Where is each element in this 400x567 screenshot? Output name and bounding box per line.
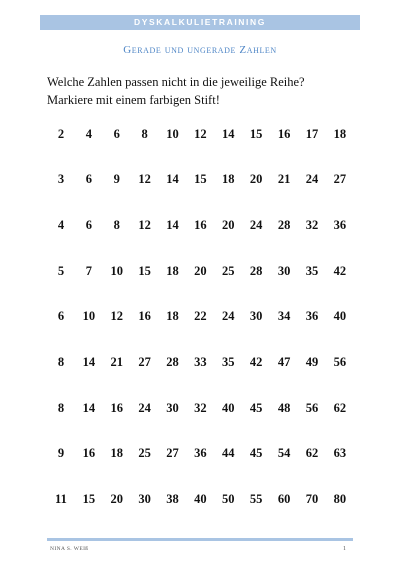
number-row <box>47 445 354 463</box>
number-cell[interactable]: 10 <box>110 263 123 278</box>
number-row <box>47 171 354 189</box>
number-cell[interactable]: 17 <box>305 126 319 141</box>
number-cell[interactable]: 56 <box>305 400 319 415</box>
number-cell[interactable]: 44 <box>222 446 235 461</box>
number-cell[interactable]: 25 <box>138 446 151 461</box>
number-cell[interactable]: 38 <box>166 492 179 506</box>
number-cell[interactable]: 36 <box>305 309 319 324</box>
number-cell[interactable]: 4 <box>57 217 65 232</box>
number-cell[interactable]: 6 <box>57 309 65 324</box>
number-cell[interactable]: 14 <box>82 400 96 415</box>
number-row <box>47 491 354 509</box>
number-cell[interactable]: 36 <box>194 446 207 461</box>
number-cell[interactable]: 21 <box>277 172 291 187</box>
number-cell[interactable]: 14 <box>166 172 179 187</box>
number-cell[interactable]: 6 <box>113 126 120 141</box>
number-cell[interactable]: 12 <box>138 172 151 187</box>
number-cell[interactable]: 40 <box>222 400 235 415</box>
number-cell[interactable]: 20 <box>249 172 263 187</box>
number-row <box>47 125 354 143</box>
number-cell[interactable]: 30 <box>277 263 291 278</box>
number-cell[interactable]: 28 <box>249 263 263 278</box>
number-cell[interactable]: 55 <box>249 492 263 506</box>
number-cell[interactable]: 12 <box>138 217 151 232</box>
number-cell[interactable]: 8 <box>57 400 65 415</box>
number-cell[interactable]: 35 <box>222 354 235 369</box>
number-cell[interactable]: 30 <box>138 492 151 506</box>
number-cell[interactable]: 16 <box>194 217 207 232</box>
number-cell[interactable]: 47 <box>277 354 291 369</box>
number-cell[interactable]: 48 <box>277 400 291 415</box>
header-banner: DYSKALKULIETRAINING <box>40 15 360 30</box>
number-cell[interactable]: 32 <box>305 217 319 232</box>
page-subtitle: Gerade und ungerade Zahlen <box>123 44 277 56</box>
number-cell[interactable]: 54 <box>277 446 291 461</box>
number-cell[interactable]: 20 <box>110 492 123 506</box>
number-cell[interactable]: 18 <box>110 446 123 461</box>
number-cell[interactable]: 15 <box>82 492 96 506</box>
number-cell[interactable]: 2 <box>57 126 65 141</box>
number-cell[interactable]: 34 <box>277 309 291 324</box>
number-cell[interactable]: 18 <box>333 126 347 141</box>
number-cell[interactable]: 45 <box>249 400 263 415</box>
number-cell[interactable]: 16 <box>110 400 123 415</box>
number-cell[interactable]: 21 <box>110 354 123 369</box>
number-cell[interactable]: 15 <box>138 263 151 278</box>
number-row <box>47 308 354 326</box>
number-cell[interactable]: 33 <box>194 354 207 369</box>
number-grid <box>47 125 354 536</box>
number-cell[interactable]: 40 <box>194 492 207 506</box>
number-cell[interactable]: 20 <box>194 263 207 278</box>
number-cell[interactable]: 11 <box>55 492 67 506</box>
number-cell[interactable]: 18 <box>166 263 179 278</box>
instructions <box>47 73 367 109</box>
number-cell[interactable]: 15 <box>249 126 263 141</box>
number-cell[interactable]: 24 <box>138 400 151 415</box>
number-cell[interactable]: 28 <box>166 354 179 369</box>
number-cell[interactable]: 50 <box>222 492 235 506</box>
number-cell[interactable]: 18 <box>166 309 179 324</box>
number-cell[interactable]: 27 <box>333 172 347 187</box>
number-cell[interactable]: 9 <box>113 172 120 187</box>
number-cell[interactable]: 24 <box>222 309 235 324</box>
instruction-line-1: Welche Zahlen passen nicht in die jeweilige Reihe? <box>47 75 305 89</box>
number-cell[interactable]: 27 <box>138 354 151 369</box>
number-cell[interactable]: 10 <box>166 126 179 141</box>
number-cell[interactable]: 10 <box>82 309 96 324</box>
number-cell[interactable]: 7 <box>85 263 92 278</box>
number-cell[interactable]: 16 <box>277 126 291 141</box>
number-cell[interactable]: 14 <box>222 126 235 141</box>
number-cell[interactable]: 24 <box>249 217 263 232</box>
number-row <box>47 262 354 280</box>
number-cell[interactable]: 15 <box>194 172 207 187</box>
number-cell[interactable]: 9 <box>57 446 65 461</box>
number-cell[interactable]: 6 <box>85 172 92 187</box>
number-cell[interactable]: 6 <box>85 217 92 232</box>
number-cell[interactable]: 5 <box>57 263 65 278</box>
footer-divider <box>47 538 353 541</box>
number-cell[interactable]: 42 <box>249 354 263 369</box>
number-cell[interactable]: 22 <box>194 309 207 324</box>
number-cell[interactable]: 62 <box>305 446 319 461</box>
footer-author: NINA S. WEIß <box>50 546 89 552</box>
number-cell[interactable]: 36 <box>333 217 347 232</box>
number-cell[interactable]: 42 <box>333 263 347 278</box>
page-number: 1 <box>343 546 346 552</box>
number-cell[interactable]: 4 <box>85 126 92 141</box>
number-cell[interactable]: 8 <box>113 217 120 232</box>
number-cell[interactable]: 8 <box>141 126 148 141</box>
number-cell[interactable]: 60 <box>277 492 291 506</box>
number-cell[interactable]: 12 <box>194 126 207 141</box>
number-cell[interactable]: 27 <box>166 446 179 461</box>
instruction-line-2: Markiere mit einem farbigen Stift! <box>47 93 220 107</box>
number-row <box>47 216 354 234</box>
number-cell[interactable]: 40 <box>333 309 347 324</box>
number-cell[interactable]: 70 <box>305 492 319 506</box>
number-cell[interactable]: 14 <box>166 217 179 232</box>
number-cell[interactable]: 56 <box>333 354 347 369</box>
number-cell[interactable]: 8 <box>57 354 65 369</box>
number-cell[interactable]: 62 <box>333 400 347 415</box>
number-cell[interactable]: 30 <box>249 309 263 324</box>
number-cell[interactable]: 45 <box>249 446 263 461</box>
number-cell[interactable]: 16 <box>82 446 96 461</box>
number-cell[interactable]: 12 <box>110 309 123 324</box>
number-cell[interactable]: 32 <box>194 400 207 415</box>
number-cell[interactable]: 35 <box>305 263 319 278</box>
number-cell[interactable]: 63 <box>333 446 347 461</box>
number-cell[interactable]: 14 <box>82 354 96 369</box>
number-cell[interactable]: 24 <box>305 172 319 187</box>
number-cell[interactable]: 20 <box>222 217 235 232</box>
number-row <box>47 399 354 417</box>
number-cell[interactable]: 3 <box>57 172 65 187</box>
number-cell[interactable]: 18 <box>222 172 235 187</box>
number-cell[interactable]: 30 <box>166 400 179 415</box>
number-cell[interactable]: 28 <box>277 217 291 232</box>
number-cell[interactable]: 80 <box>333 492 347 506</box>
number-cell[interactable]: 16 <box>138 309 151 324</box>
number-cell[interactable]: 49 <box>305 354 319 369</box>
number-row <box>47 353 354 371</box>
number-cell[interactable]: 25 <box>222 263 235 278</box>
